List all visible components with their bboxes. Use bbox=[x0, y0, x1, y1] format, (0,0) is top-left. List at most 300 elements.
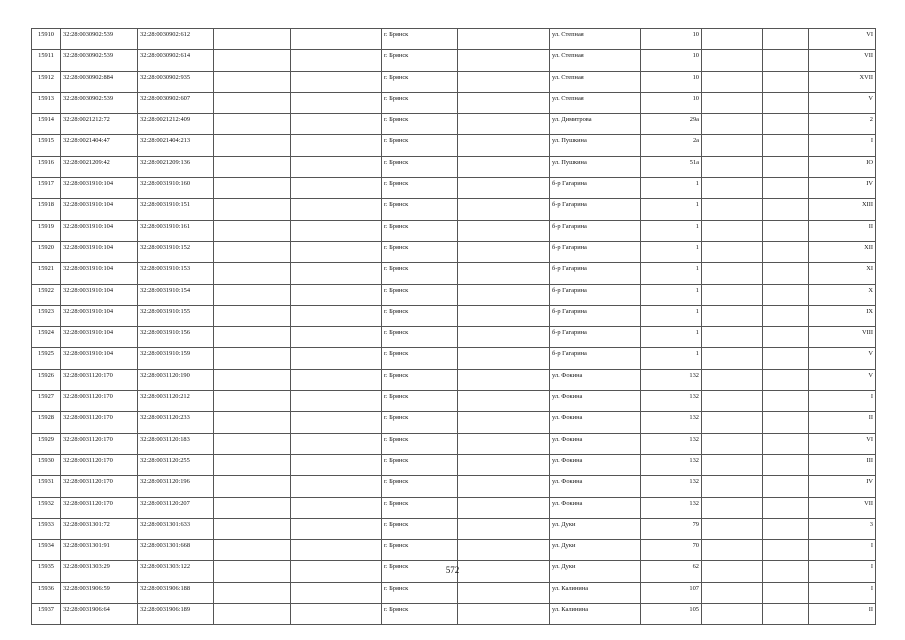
premises-number-cell: 3 bbox=[809, 518, 876, 539]
blank-col-7-cell bbox=[458, 476, 550, 497]
table-row bbox=[32, 135, 876, 156]
blank-col-5-cell bbox=[291, 540, 382, 561]
table-row bbox=[32, 114, 876, 135]
blank-col-4-cell bbox=[214, 391, 291, 412]
blank-col-10-cell bbox=[702, 391, 763, 412]
blank-col-7-cell bbox=[458, 540, 550, 561]
blank-col-4-cell bbox=[214, 327, 291, 348]
street-cell: ул. Фокина bbox=[550, 433, 641, 454]
row-number-cell: 15918 bbox=[32, 199, 61, 220]
blank-col-7-cell bbox=[458, 433, 550, 454]
cadastral-object-cell: 32:28:0031906:188 bbox=[138, 582, 214, 603]
row-number-cell: 15924 bbox=[32, 327, 61, 348]
row-number-cell: 15922 bbox=[32, 284, 61, 305]
city-cell: г. Брянск bbox=[382, 454, 458, 475]
premises-number-cell: X bbox=[809, 284, 876, 305]
street-cell: ул. Димитрова bbox=[550, 114, 641, 135]
blank-col-11-cell bbox=[763, 369, 809, 390]
cadastral-object-cell: 32:28:0030902:612 bbox=[138, 29, 214, 50]
cadastral-object-cell: 32:28:0031910:155 bbox=[138, 305, 214, 326]
blank-col-7-cell bbox=[458, 604, 550, 625]
blank-col-7-cell bbox=[458, 71, 550, 92]
street-cell: ул. Пушкина bbox=[550, 156, 641, 177]
blank-col-4-cell bbox=[214, 582, 291, 603]
blank-col-7-cell bbox=[458, 50, 550, 71]
house-number-cell: 2а bbox=[641, 135, 702, 156]
blank-col-11-cell bbox=[763, 540, 809, 561]
blank-col-11-cell bbox=[763, 305, 809, 326]
table-row bbox=[32, 369, 876, 390]
premises-number-cell: IV bbox=[809, 178, 876, 199]
blank-col-5-cell bbox=[291, 476, 382, 497]
blank-col-5-cell bbox=[291, 327, 382, 348]
cadastral-object-cell: 32:28:0031120:196 bbox=[138, 476, 214, 497]
house-number-cell: 132 bbox=[641, 476, 702, 497]
premises-number-cell: V bbox=[809, 348, 876, 369]
cadastral-parcel-cell: 32:28:0031910:104 bbox=[61, 241, 138, 262]
blank-col-4-cell bbox=[214, 454, 291, 475]
cadastral-object-cell: 32:28:0031120:212 bbox=[138, 391, 214, 412]
table-row bbox=[32, 348, 876, 369]
city-cell: г. Брянск bbox=[382, 50, 458, 71]
cadastral-parcel-cell: 32:28:0031120:170 bbox=[61, 497, 138, 518]
street-cell: ул. Степная bbox=[550, 71, 641, 92]
blank-col-11-cell bbox=[763, 263, 809, 284]
row-number-cell: 15916 bbox=[32, 156, 61, 177]
street-cell: б-р Гагарина bbox=[550, 220, 641, 241]
blank-col-7-cell bbox=[458, 518, 550, 539]
blank-col-4-cell bbox=[214, 433, 291, 454]
premises-number-cell: II bbox=[809, 412, 876, 433]
house-number-cell: 132 bbox=[641, 433, 702, 454]
cadastral-parcel-cell: 32:28:0031120:170 bbox=[61, 369, 138, 390]
cadastral-object-cell: 32:28:0031910:152 bbox=[138, 241, 214, 262]
blank-col-5-cell bbox=[291, 497, 382, 518]
house-number-cell: 51а bbox=[641, 156, 702, 177]
premises-number-cell: II bbox=[809, 604, 876, 625]
cadastral-object-cell: 32:28:0021209:136 bbox=[138, 156, 214, 177]
cadastral-parcel-cell: 32:28:0031301:72 bbox=[61, 518, 138, 539]
cadastral-parcel-cell: 32:28:0031910:104 bbox=[61, 348, 138, 369]
cadastral-object-cell: 32:28:0030902:935 bbox=[138, 71, 214, 92]
blank-col-7-cell bbox=[458, 369, 550, 390]
registry-table bbox=[31, 28, 876, 625]
cadastral-object-cell: 32:28:0021212:409 bbox=[138, 114, 214, 135]
city-cell: г. Брянск bbox=[382, 220, 458, 241]
blank-col-7-cell bbox=[458, 178, 550, 199]
premises-number-cell: XVII bbox=[809, 71, 876, 92]
city-cell: г. Брянск bbox=[382, 92, 458, 113]
city-cell: г. Брянск bbox=[382, 327, 458, 348]
blank-col-11-cell bbox=[763, 476, 809, 497]
house-number-cell: 132 bbox=[641, 412, 702, 433]
blank-col-4-cell bbox=[214, 412, 291, 433]
row-number-cell: 15923 bbox=[32, 305, 61, 326]
blank-col-11-cell bbox=[763, 178, 809, 199]
blank-col-4-cell bbox=[214, 540, 291, 561]
city-cell: г. Брянск bbox=[382, 71, 458, 92]
blank-col-11-cell bbox=[763, 241, 809, 262]
blank-col-5-cell bbox=[291, 50, 382, 71]
house-number-cell: 132 bbox=[641, 454, 702, 475]
blank-col-4-cell bbox=[214, 348, 291, 369]
blank-col-7-cell bbox=[458, 412, 550, 433]
premises-number-cell: V bbox=[809, 92, 876, 113]
street-cell: б-р Гагарина bbox=[550, 199, 641, 220]
row-number-cell: 15917 bbox=[32, 178, 61, 199]
blank-col-10-cell bbox=[702, 114, 763, 135]
blank-col-10-cell bbox=[702, 540, 763, 561]
blank-col-10-cell bbox=[702, 497, 763, 518]
premises-number-cell: 2 bbox=[809, 114, 876, 135]
blank-col-5-cell bbox=[291, 92, 382, 113]
blank-col-7-cell bbox=[458, 220, 550, 241]
city-cell: г. Брянск bbox=[382, 369, 458, 390]
blank-col-5-cell bbox=[291, 433, 382, 454]
cadastral-object-cell: 32:28:0031910:153 bbox=[138, 263, 214, 284]
cadastral-parcel-cell: 32:28:0031910:104 bbox=[61, 178, 138, 199]
city-cell: г. Брянск bbox=[382, 156, 458, 177]
cadastral-parcel-cell: 32:28:0031910:104 bbox=[61, 199, 138, 220]
table-row bbox=[32, 220, 876, 241]
blank-col-7-cell bbox=[458, 29, 550, 50]
premises-number-cell: VII bbox=[809, 497, 876, 518]
city-cell: г. Брянск bbox=[382, 241, 458, 262]
street-cell: ул. Пушкина bbox=[550, 135, 641, 156]
blank-col-10-cell bbox=[702, 454, 763, 475]
blank-col-5-cell bbox=[291, 604, 382, 625]
blank-col-5-cell bbox=[291, 284, 382, 305]
blank-col-4-cell bbox=[214, 284, 291, 305]
city-cell: г. Брянск bbox=[382, 433, 458, 454]
city-cell: г. Брянск bbox=[382, 582, 458, 603]
blank-col-5-cell bbox=[291, 412, 382, 433]
table-row bbox=[32, 540, 876, 561]
city-cell: г. Брянск bbox=[382, 263, 458, 284]
blank-col-4-cell bbox=[214, 497, 291, 518]
city-cell: г. Брянск bbox=[382, 348, 458, 369]
cadastral-object-cell: 32:28:0031910:160 bbox=[138, 178, 214, 199]
premises-number-cell: XII bbox=[809, 241, 876, 262]
blank-col-5-cell bbox=[291, 135, 382, 156]
blank-col-4-cell bbox=[214, 71, 291, 92]
house-number-cell: 1 bbox=[641, 199, 702, 220]
cadastral-object-cell: 32:28:0031303:122 bbox=[138, 561, 214, 582]
blank-col-5-cell bbox=[291, 199, 382, 220]
cadastral-parcel-cell: 32:28:0021212:72 bbox=[61, 114, 138, 135]
table-row bbox=[32, 582, 876, 603]
table-row bbox=[32, 92, 876, 113]
blank-col-4-cell bbox=[214, 369, 291, 390]
street-cell: ул. Калинина bbox=[550, 604, 641, 625]
city-cell: г. Брянск bbox=[382, 199, 458, 220]
cadastral-parcel-cell: 32:28:0031120:170 bbox=[61, 433, 138, 454]
blank-col-11-cell bbox=[763, 454, 809, 475]
cadastral-object-cell: 32:28:0031910:156 bbox=[138, 327, 214, 348]
row-number-cell: 15921 bbox=[32, 263, 61, 284]
house-number-cell: 105 bbox=[641, 604, 702, 625]
street-cell: ул. Фокина bbox=[550, 454, 641, 475]
blank-col-11-cell bbox=[763, 135, 809, 156]
premises-number-cell: VI bbox=[809, 433, 876, 454]
table-row bbox=[32, 305, 876, 326]
blank-col-7-cell bbox=[458, 241, 550, 262]
cadastral-object-cell: 32:28:0031910:161 bbox=[138, 220, 214, 241]
city-cell: г. Брянск bbox=[382, 561, 458, 582]
cadastral-parcel-cell: 32:28:0031120:170 bbox=[61, 476, 138, 497]
blank-col-10-cell bbox=[702, 433, 763, 454]
row-number-cell: 15926 bbox=[32, 369, 61, 390]
page-number: 572 bbox=[445, 565, 460, 575]
house-number-cell: 10 bbox=[641, 29, 702, 50]
street-cell: б-р Гагарина bbox=[550, 284, 641, 305]
blank-col-11-cell bbox=[763, 156, 809, 177]
house-number-cell: 1 bbox=[641, 241, 702, 262]
street-cell: ул. Фокина bbox=[550, 476, 641, 497]
blank-col-10-cell bbox=[702, 263, 763, 284]
cadastral-parcel-cell: 32:28:0031910:104 bbox=[61, 284, 138, 305]
row-number-cell: 15911 bbox=[32, 50, 61, 71]
house-number-cell: 132 bbox=[641, 497, 702, 518]
premises-number-cell: I bbox=[809, 582, 876, 603]
blank-col-11-cell bbox=[763, 497, 809, 518]
row-number-cell: 15931 bbox=[32, 476, 61, 497]
blank-col-7-cell bbox=[458, 263, 550, 284]
table-row bbox=[32, 476, 876, 497]
row-number-cell: 15930 bbox=[32, 454, 61, 475]
table-row bbox=[32, 433, 876, 454]
cadastral-parcel-cell: 32:28:0031910:104 bbox=[61, 220, 138, 241]
blank-col-5-cell bbox=[291, 369, 382, 390]
cadastral-parcel-cell: 32:28:0030902:539 bbox=[61, 29, 138, 50]
cadastral-object-cell: 32:28:0031910:154 bbox=[138, 284, 214, 305]
blank-col-5-cell bbox=[291, 518, 382, 539]
blank-col-5-cell bbox=[291, 156, 382, 177]
blank-col-11-cell bbox=[763, 582, 809, 603]
cadastral-object-cell: 32:28:0021404:213 bbox=[138, 135, 214, 156]
premises-number-cell: IV bbox=[809, 476, 876, 497]
street-cell: ул. Дуки bbox=[550, 518, 641, 539]
blank-col-11-cell bbox=[763, 199, 809, 220]
city-cell: г. Брянск bbox=[382, 178, 458, 199]
blank-col-7-cell bbox=[458, 497, 550, 518]
cadastral-object-cell: 32:28:0030902:614 bbox=[138, 50, 214, 71]
cadastral-object-cell: 32:28:0031120:233 bbox=[138, 412, 214, 433]
street-cell: б-р Гагарина bbox=[550, 348, 641, 369]
blank-col-11-cell bbox=[763, 220, 809, 241]
blank-col-5-cell bbox=[291, 582, 382, 603]
cadastral-object-cell: 32:28:0031120:207 bbox=[138, 497, 214, 518]
cadastral-parcel-cell: 32:28:0030902:539 bbox=[61, 92, 138, 113]
blank-col-11-cell bbox=[763, 327, 809, 348]
blank-col-10-cell bbox=[702, 284, 763, 305]
blank-col-10-cell bbox=[702, 412, 763, 433]
street-cell: б-р Гагарина bbox=[550, 305, 641, 326]
table-row bbox=[32, 391, 876, 412]
premises-number-cell: I bbox=[809, 561, 876, 582]
house-number-cell: 1 bbox=[641, 348, 702, 369]
blank-col-5-cell bbox=[291, 454, 382, 475]
street-cell: б-р Гагарина bbox=[550, 178, 641, 199]
blank-col-4-cell bbox=[214, 114, 291, 135]
cadastral-object-cell: 32:28:0031301:668 bbox=[138, 540, 214, 561]
premises-number-cell: I bbox=[809, 391, 876, 412]
blank-col-10-cell bbox=[702, 199, 763, 220]
blank-col-4-cell bbox=[214, 476, 291, 497]
table-row bbox=[32, 156, 876, 177]
cadastral-object-cell: 32:28:0030902:607 bbox=[138, 92, 214, 113]
blank-col-5-cell bbox=[291, 29, 382, 50]
blank-col-7-cell bbox=[458, 284, 550, 305]
blank-col-7-cell bbox=[458, 156, 550, 177]
cadastral-parcel-cell: 32:28:0031910:104 bbox=[61, 327, 138, 348]
row-number-cell: 15912 bbox=[32, 71, 61, 92]
blank-col-7-cell bbox=[458, 582, 550, 603]
city-cell: г. Брянск bbox=[382, 135, 458, 156]
street-cell: ул. Дуки bbox=[550, 540, 641, 561]
house-number-cell: 132 bbox=[641, 369, 702, 390]
cadastral-parcel-cell: 32:28:0030902:884 bbox=[61, 71, 138, 92]
row-number-cell: 15936 bbox=[32, 582, 61, 603]
blank-col-5-cell bbox=[291, 71, 382, 92]
cadastral-parcel-cell: 32:28:0021209:42 bbox=[61, 156, 138, 177]
cadastral-object-cell: 32:28:0031120:183 bbox=[138, 433, 214, 454]
blank-col-5-cell bbox=[291, 348, 382, 369]
blank-col-7-cell bbox=[458, 92, 550, 113]
blank-col-10-cell bbox=[702, 241, 763, 262]
row-number-cell: 15935 bbox=[32, 561, 61, 582]
premises-number-cell: XI bbox=[809, 263, 876, 284]
premises-number-cell: XIII bbox=[809, 199, 876, 220]
row-number-cell: 15933 bbox=[32, 518, 61, 539]
house-number-cell: 132 bbox=[641, 391, 702, 412]
city-cell: г. Брянск bbox=[382, 604, 458, 625]
blank-col-4-cell bbox=[214, 241, 291, 262]
city-cell: г. Брянск bbox=[382, 497, 458, 518]
premises-number-cell: VI bbox=[809, 29, 876, 50]
blank-col-11-cell bbox=[763, 50, 809, 71]
house-number-cell: 10 bbox=[641, 50, 702, 71]
house-number-cell: 70 bbox=[641, 540, 702, 561]
cadastral-parcel-cell: 32:28:0031303:29 bbox=[61, 561, 138, 582]
blank-col-4-cell bbox=[214, 50, 291, 71]
blank-col-10-cell bbox=[702, 582, 763, 603]
blank-col-4-cell bbox=[214, 518, 291, 539]
blank-col-7-cell bbox=[458, 135, 550, 156]
street-cell: ул. Фокина bbox=[550, 412, 641, 433]
city-cell: г. Брянск bbox=[382, 284, 458, 305]
city-cell: г. Брянск bbox=[382, 305, 458, 326]
blank-col-4-cell bbox=[214, 135, 291, 156]
blank-col-7-cell bbox=[458, 348, 550, 369]
blank-col-10-cell bbox=[702, 50, 763, 71]
table-row bbox=[32, 604, 876, 625]
cadastral-parcel-cell: 32:28:0030902:539 bbox=[61, 50, 138, 71]
house-number-cell: 10 bbox=[641, 71, 702, 92]
blank-col-10-cell bbox=[702, 178, 763, 199]
blank-col-5-cell bbox=[291, 178, 382, 199]
premises-number-cell: VIII bbox=[809, 327, 876, 348]
blank-col-4-cell bbox=[214, 604, 291, 625]
city-cell: г. Брянск bbox=[382, 29, 458, 50]
row-number-cell: 15929 bbox=[32, 433, 61, 454]
blank-col-5-cell bbox=[291, 305, 382, 326]
blank-col-10-cell bbox=[702, 518, 763, 539]
table-row bbox=[32, 241, 876, 262]
table-row bbox=[32, 518, 876, 539]
table-row bbox=[32, 29, 876, 50]
cadastral-object-cell: 32:28:0031120:255 bbox=[138, 454, 214, 475]
row-number-cell: 15910 bbox=[32, 29, 61, 50]
blank-col-4-cell bbox=[214, 92, 291, 113]
blank-col-7-cell bbox=[458, 199, 550, 220]
house-number-cell: 1 bbox=[641, 327, 702, 348]
blank-col-10-cell bbox=[702, 156, 763, 177]
blank-col-4-cell bbox=[214, 178, 291, 199]
row-number-cell: 15934 bbox=[32, 540, 61, 561]
blank-col-11-cell bbox=[763, 433, 809, 454]
street-cell: ул. Степная bbox=[550, 50, 641, 71]
house-number-cell: 1 bbox=[641, 220, 702, 241]
cadastral-parcel-cell: 32:28:0031906:59 bbox=[61, 582, 138, 603]
table-row bbox=[32, 199, 876, 220]
premises-number-cell: IO bbox=[809, 156, 876, 177]
blank-col-10-cell bbox=[702, 305, 763, 326]
blank-col-11-cell bbox=[763, 29, 809, 50]
blank-col-10-cell bbox=[702, 369, 763, 390]
blank-col-10-cell bbox=[702, 92, 763, 113]
street-cell: ул. Степная bbox=[550, 29, 641, 50]
blank-col-5-cell bbox=[291, 241, 382, 262]
cadastral-object-cell: 32:28:0031910:159 bbox=[138, 348, 214, 369]
cadastral-object-cell: 32:28:0031120:190 bbox=[138, 369, 214, 390]
table-row bbox=[32, 412, 876, 433]
blank-col-4-cell bbox=[214, 156, 291, 177]
blank-col-7-cell bbox=[458, 114, 550, 135]
premises-number-cell: VII bbox=[809, 50, 876, 71]
blank-col-11-cell bbox=[763, 284, 809, 305]
row-number-cell: 15932 bbox=[32, 497, 61, 518]
row-number-cell: 15919 bbox=[32, 220, 61, 241]
blank-col-4-cell bbox=[214, 263, 291, 284]
cadastral-parcel-cell: 32:28:0031301:91 bbox=[61, 540, 138, 561]
house-number-cell: 1 bbox=[641, 305, 702, 326]
blank-col-10-cell bbox=[702, 220, 763, 241]
premises-number-cell: V bbox=[809, 369, 876, 390]
street-cell: б-р Гагарина bbox=[550, 327, 641, 348]
row-number-cell: 15920 bbox=[32, 241, 61, 262]
blank-col-10-cell bbox=[702, 71, 763, 92]
blank-col-5-cell bbox=[291, 220, 382, 241]
premises-number-cell: I bbox=[809, 135, 876, 156]
row-number-cell: 15913 bbox=[32, 92, 61, 113]
blank-col-11-cell bbox=[763, 391, 809, 412]
table-row bbox=[32, 50, 876, 71]
street-cell: ул. Фокина bbox=[550, 369, 641, 390]
registry-body bbox=[32, 29, 876, 625]
city-cell: г. Брянск bbox=[382, 476, 458, 497]
blank-col-5-cell bbox=[291, 263, 382, 284]
premises-number-cell: I bbox=[809, 540, 876, 561]
row-number-cell: 15925 bbox=[32, 348, 61, 369]
blank-col-10-cell bbox=[702, 604, 763, 625]
blank-col-10-cell bbox=[702, 29, 763, 50]
blank-col-7-cell bbox=[458, 327, 550, 348]
house-number-cell: 79 bbox=[641, 518, 702, 539]
blank-col-11-cell bbox=[763, 92, 809, 113]
blank-col-10-cell bbox=[702, 348, 763, 369]
row-number-cell: 15915 bbox=[32, 135, 61, 156]
